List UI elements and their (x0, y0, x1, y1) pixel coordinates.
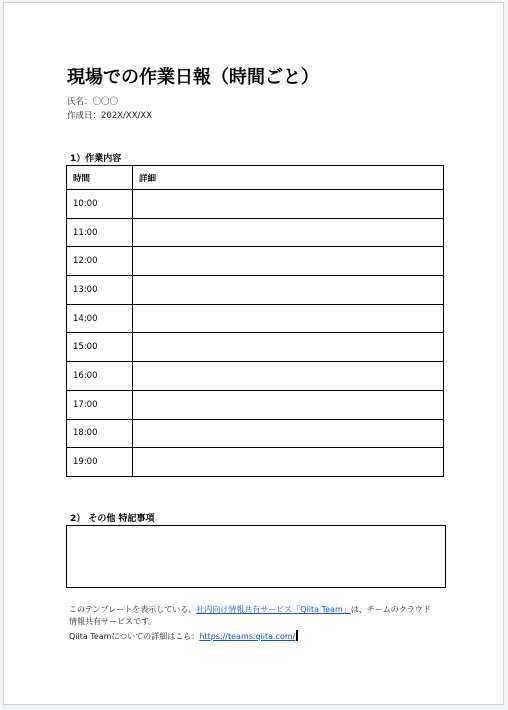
footer-line-3 (69, 630, 298, 642)
name-line[interactable]: 氏名：〇〇〇 (67, 97, 119, 107)
document-page (3, 2, 504, 705)
footer-text[interactable]: は、チームのクラウド (350, 605, 431, 614)
table-row (67, 276, 444, 305)
table-row (67, 333, 444, 362)
qiita-team-link[interactable]: 社内向け情報共有サービス「Qiita Team」 (196, 605, 351, 614)
detail-cell[interactable] (133, 276, 444, 305)
teams-url-link[interactable]: https://teams.qiita.com/ (199, 632, 296, 641)
time-cell[interactable]: 13:00 (67, 276, 133, 305)
section-heading-notes[interactable]: 2） その他 特記事項 (70, 514, 155, 524)
detail-cell[interactable] (133, 218, 444, 247)
table-header-row (67, 166, 444, 190)
footer-text[interactable]: このテンプレートを表示している、 (69, 605, 197, 614)
table-row (67, 419, 444, 448)
column-header-detail[interactable]: 詳細 (133, 166, 444, 190)
work-log-table (66, 165, 444, 477)
detail-cell[interactable] (133, 247, 444, 276)
document-title[interactable]: 現場での作業日報（時間ごと） (67, 67, 319, 88)
time-cell[interactable]: 15:00 (67, 333, 133, 362)
detail-cell[interactable] (133, 190, 444, 219)
section-heading-work[interactable]: 1）作業内容 (70, 154, 122, 164)
time-cell[interactable]: 17:00 (67, 390, 133, 419)
notes-box[interactable] (66, 525, 446, 588)
time-cell[interactable]: 14:00 (67, 304, 133, 333)
time-cell[interactable]: 18:00 (67, 419, 133, 448)
time-cell[interactable]: 11:00 (67, 218, 133, 247)
detail-cell[interactable] (133, 362, 444, 391)
table-row (67, 390, 444, 419)
time-cell[interactable]: 19:00 (67, 448, 133, 477)
column-header-time[interactable]: 時間 (67, 166, 133, 190)
footer-text[interactable]: Qiita Teamについての詳細はこら： (69, 632, 200, 641)
date-line[interactable]: 作成日：202X/XX/XX (67, 111, 153, 121)
detail-cell[interactable] (133, 448, 444, 477)
detail-cell[interactable] (133, 304, 444, 333)
detail-cell[interactable] (133, 390, 444, 419)
time-cell[interactable]: 12:00 (67, 247, 133, 276)
detail-cell[interactable] (133, 419, 444, 448)
text-cursor (296, 630, 298, 641)
time-cell[interactable]: 10:00 (67, 190, 133, 219)
table-row (67, 448, 444, 477)
detail-cell[interactable] (133, 333, 444, 362)
table-row (67, 362, 444, 391)
table-row (67, 247, 444, 276)
table-row (67, 190, 444, 219)
table-row (67, 218, 444, 247)
time-cell[interactable]: 16:00 (67, 362, 133, 391)
footer-line-2[interactable]: 情報共有サービスです。 (69, 617, 157, 626)
footer-line-1 (69, 604, 431, 615)
table-row (67, 304, 444, 333)
